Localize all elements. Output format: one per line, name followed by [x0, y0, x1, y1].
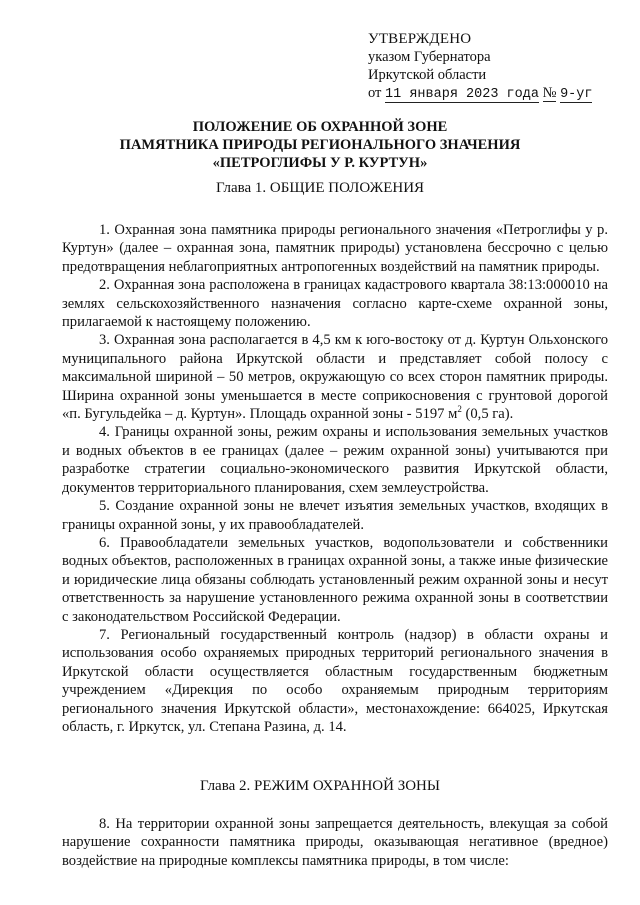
- approval-number-sign: №: [542, 85, 557, 101]
- chapter-1-body: [62, 221, 608, 736]
- document-title: [0, 118, 640, 172]
- paragraph-1: 1. Охранная зона памятника природы регионального значения «Петроглифы у р. Куртун» (далее – охранная зона, памятник природы) установлена бессрочно с целью предотвращения неблагоприятных антропогенных воздействий на памятник природы.: [62, 222, 608, 275]
- paragraph-3-text: 3. Охранная зона располагается в 4,5 км к юго-востоку от д. Куртун Ольхонского муниципального района Иркутской области и представляет собой полосу с максимальной шириной – 50 метров, окружающую со всех сторон памятник природы. Ширина охранной зоны уменьшается в месте соприкосновения с грунтовой дорогой «п. Бугульдейка – д. Куртун». Площадь охранной зоны - 5197 м: [62, 332, 608, 423]
- approval-line-1: указом Губернатора: [368, 49, 491, 65]
- chapter-2-heading: Глава 2. РЕЖИМ ОХРАННОЙ ЗОНЫ: [200, 778, 440, 794]
- chapter-1-heading: Глава 1. ОБЩИЕ ПОЛОЖЕНИЯ: [215, 180, 425, 196]
- approval-date-line: [368, 84, 592, 104]
- title-line-1: ПОЛОЖЕНИЕ ОБ ОХРАННОЙ ЗОНЕ: [192, 119, 448, 135]
- paragraph-2: 2. Охранная зона расположена в границах кадастрового квартала 38:13:000010 на землях сельскохозяйственного назначения согласно карте-схеме охранной зоны, прилагаемой к настоящему положению.: [62, 277, 608, 331]
- paragraph-4: 4. Границы охранной зоны, режим охраны и использования земельных участков и водных объектов в ее границах (далее – режим охранной зоны) учитываются при разработке стратегии социально-экономического развития Иркутской области, документов территориального планирования, схем землеустройства.: [62, 424, 608, 496]
- paragraph-7: 7. Региональный государственный контроль (надзор) в области охраны и использования особо охраняемых природных территорий регионального значения в Иркутской области осуществляется областным государственным бюджетным учреждением «Дирекция по особо охраняемым природным территориям регионального значения Иркутской области», местонахождение: 664025, Иркутская область, г. Иркутск, ул. Степана Разина, д. 14.: [62, 626, 608, 735]
- approval-prefix: от: [368, 85, 382, 101]
- area-unit-superscript: 2: [457, 404, 462, 415]
- approval-stamp: [368, 30, 592, 104]
- approval-date: 11 января 2023 года: [385, 87, 539, 102]
- approval-number: 9-уг: [560, 87, 593, 102]
- paragraph-8: 8. На территории охранной зоны запрещается деятельность, влекущая за собой нарушение сохранности памятника природы, оказывающая негативное (вредное) воздействие на природные комплексы памятника природы, в том числе:: [62, 816, 608, 869]
- paragraph-3-end: (0,5 га).: [461, 406, 514, 423]
- paragraph-6: 6. Правообладатели земельных участков, водопользователи и собственники водных объектов, расположенных в границах охранной зоны, а также иные физические и юридические лица обязаны соблюдать установленный режим охранной зоны и несут ответственность за нарушение установленного режима охранной зоны в соответствии с законодательством Российской Федерации.: [62, 534, 608, 625]
- approval-line-2: Иркутской области: [368, 67, 487, 83]
- paragraph-3: [62, 331, 608, 423]
- paragraph-5: 5. Создание охранной зоны не влечет изъятия земельных участков, входящих в границы охранной зоны, у их правообладателей.: [62, 498, 608, 533]
- title-line-3: «ПЕТРОГЛИФЫ У Р. КУРТУН»: [212, 155, 428, 171]
- approval-heading: УТВЕРЖДЕНО: [368, 31, 472, 47]
- title-line-2: ПАМЯТНИКА ПРИРОДЫ РЕГИОНАЛЬНОГО ЗНАЧЕНИЯ: [119, 137, 521, 153]
- chapter-2-body: [62, 815, 608, 870]
